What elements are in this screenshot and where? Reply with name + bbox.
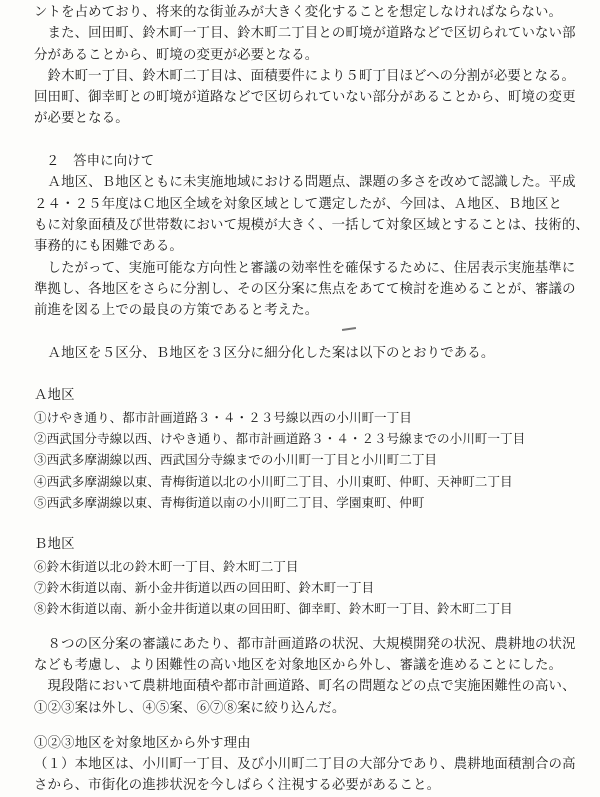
text-line: また、回田町、鈴木町一丁目、鈴木町二丁目との町境が道路などで区切られていない部	[34, 26, 576, 42]
text-line: なども考慮し、より困難性の高い地区を対象地区から外し、審議を進めることにした。	[34, 657, 563, 673]
list-item: ⑥鈴木街道以北の鈴木町一丁目、鈴木町二丁目	[34, 558, 299, 574]
text-line: ８つの区分案の審議にあたり、都市計画道路の状況、大規模開発の状況、農耕地の状況	[34, 636, 576, 652]
text-line: （１）本地区は、小川町一丁目、及び小川町二丁目の大部分であり、農耕地面積割合の高	[34, 757, 576, 773]
section2-para2	[34, 258, 586, 322]
intro-text	[34, 2, 586, 130]
text-line: が必要となる。	[34, 111, 129, 127]
list-item: ①けやき通り、都市計画道路３・４・２３号線以西の小川町一丁目	[34, 409, 412, 425]
list-item: ④西武多摩湖線以東、青梅街道以北の小川町二丁目、小川東町、仲町、天神町二丁目	[34, 473, 513, 489]
text-line: ントを占めており、将来的な街並みが大きく変化することを想定しなければならない。	[34, 5, 563, 20]
text-line: 回田町、御幸町との町境が道路などで区切られていない部分があることから、町境の変更	[34, 90, 576, 106]
summary-line: Ａ地区を５区分、Ｂ地区を３区分に細分化した案は以下のとおりである。	[34, 345, 495, 361]
area-a-list	[34, 407, 586, 513]
text-line: 準拠し、各地区をさらに分割し、その区分案に焦点をあてて検討を進めることが、審議の	[34, 281, 576, 297]
list-item: ⑧鈴木街道以南、新小金井街道以東の回田町、御幸町、鈴木町一丁目、鈴木町二丁目	[34, 601, 513, 617]
text-line: Ａ地区、Ｂ地区ともに未実施地域における問題点、課題の多さを改めて認識した。平成	[34, 175, 576, 191]
reason-text	[34, 754, 586, 797]
text-line: 鈴木町一丁目、鈴木町二丁目は、面積要件により５町丁目ほどへの分割が必要となる。	[34, 68, 576, 84]
area-b-title: Ｂ地区	[34, 537, 75, 553]
text-line: 前進を図る上での最良の方策であると考えた。	[34, 303, 319, 319]
area-b-list	[34, 556, 586, 620]
text-line: 事務的にも困難である。	[34, 239, 183, 255]
list-item: ⑤西武多摩湖線以東、青梅街道以南の小川町二丁目、学園東町、仲町	[34, 494, 425, 510]
text-line: ①②③案は外し、④⑤案、⑥⑦⑧案に絞り込んだ。	[34, 700, 346, 716]
area-a-title: Ａ地区	[34, 388, 75, 404]
list-item: ③西武多摩湖線以西、西武国分寺線までの小川町一丁目と小川町二丁目	[34, 452, 437, 468]
text-line: 分があることから、町境の変更が必要となる。	[34, 47, 319, 63]
list-item: ⑦鈴木街道以南、新小金井街道以西の回田町、鈴木町一丁目	[34, 580, 375, 596]
closing-text	[34, 634, 586, 719]
list-item: ②西武国分寺線以西、けやき通り、都市計画道路３・４・２３号線までの小川町一丁目	[34, 430, 526, 446]
text-line: もに対象面積及び世帯数において規模が大きく、一括して対象区域とすることは、技術的、	[34, 217, 589, 233]
text-line: ２４・２５年度はＣ地区全域を対象区域として選定したが、今回は、Ａ地区、Ｂ地区と	[34, 196, 563, 212]
section-heading: ２ 答申に向けて	[46, 154, 155, 170]
reason-heading: ①②③地区を対象地区から外す理由	[34, 735, 251, 751]
text-line: さから、市街化の進捗状況を今しばらく注視する必要があること。	[34, 778, 441, 794]
text-line: したがって、実施可能な方向性と審議の効率性を確保するために、住居表示実施基準に	[34, 260, 576, 276]
section2-para1	[34, 172, 589, 257]
text-line: 現段階において農耕地面積や都市計画道路、町名の問題などの点で実施困難性の高い、	[34, 679, 576, 695]
